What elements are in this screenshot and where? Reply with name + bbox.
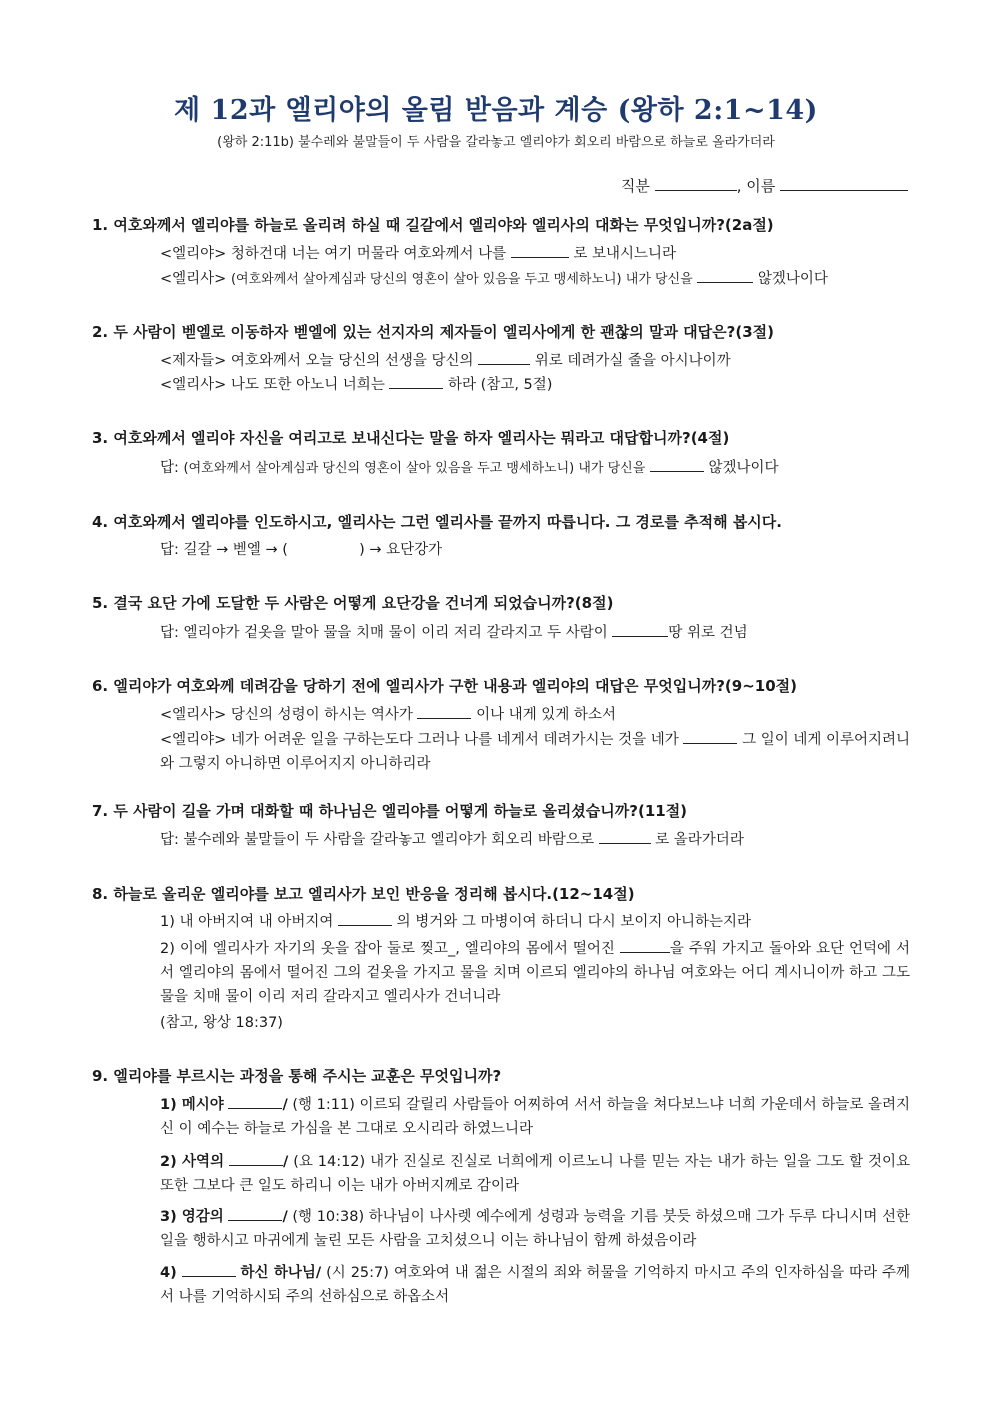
question-8: 8. 하늘로 올리운 엘리야를 보고 엘리사가 보인 반응을 정리해 봅시다.(12~14절) <box>92 885 635 903</box>
question-4: 4. 여호와께서 엘리야를 인도하시고, 엘리사는 그런 엘리사를 끝까지 따릅니다. 그 경로를 추적해 봅시다. <box>92 513 782 531</box>
answer-blank[interactable] <box>511 243 569 258</box>
answer-text: 로 올라가더라 <box>655 832 744 848</box>
lesson-label: 3) 영감의 <box>160 1209 224 1225</box>
role-label: 직분 <box>620 177 650 195</box>
answer-paragraph <box>160 937 910 1009</box>
name-blank[interactable] <box>780 176 908 191</box>
answer-text: <엘리야> 청하건대 너는 여기 머물라 여호와께서 나를 <box>160 246 507 262</box>
answer-text: 그 일이 네게 이루어지려니와 그렇지 아니하면 이루어지지 아니하리라 <box>160 732 911 772</box>
answer-blank[interactable] <box>620 938 670 953</box>
answer-text: ) → 요단강가 <box>359 542 443 558</box>
answer-blank[interactable] <box>697 268 753 283</box>
answer-line <box>160 242 910 266</box>
lesson-item <box>160 1093 910 1141</box>
answer-text: 1) 내 아버지여 내 아버지여 <box>160 914 334 930</box>
answer-blank[interactable] <box>612 622 668 637</box>
answer-line <box>160 621 910 645</box>
lesson-label: 1) 메시야 <box>160 1097 224 1113</box>
lesson-text: (시 25:7) 여호와여 내 젊은 시절의 죄와 허물을 기억하지 마시고 주의 인자하심을 따라 주께서 나를 기억하시되 주의 선하심으로 하옵소서 <box>160 1265 911 1305</box>
question-6: 6. 엘리야가 여호와께 데려감을 당하기 전에 엘리사가 구한 내용과 엘리야의 대답은 무엇입니까?(9~10절) <box>92 677 797 695</box>
answer-blank[interactable] <box>229 1151 283 1166</box>
question-3: 3. 여호와께서 엘리야 자신을 여리고로 보내신다는 말을 하자 엘리사는 뭐라고 대답합니까?(4절) <box>92 429 730 447</box>
lesson-item <box>160 1261 910 1309</box>
answer-blank[interactable] <box>478 350 530 365</box>
answer-text: (여호와께서 살아계심과 당신의 영혼이 살아 있음을 두고 맹세하노니) 내가 당신을 <box>183 461 646 476</box>
answer-line <box>160 703 910 727</box>
answer-line <box>160 373 910 397</box>
answer-text: 답: 엘리야가 겉옷을 말아 물을 치매 물이 이리 저리 갈라지고 두 사람이 <box>160 625 608 641</box>
lesson-text: (행 1:11) 이르되 갈릴리 사람들아 어찌하여 서서 하늘을 쳐다보느냐 너희 가운데서 하늘로 올려지신 이 예수는 하늘로 가심을 본 그대로 오시리라 하였느니라 <box>160 1097 910 1137</box>
answer-text: 이나 내게 있게 하소서 <box>476 707 616 723</box>
answer-line <box>160 828 910 852</box>
answer-text: (여호와께서 살아계심과 당신의 영혼이 살아 있음을 두고 맹세하노니) 내가 당신을 <box>230 272 693 287</box>
answer-text: 하라 (참고, 5절) <box>448 377 553 393</box>
lesson-label: 하신 하나님/ <box>240 1265 322 1281</box>
answer-text: <엘리사> 당신의 성령이 하시는 역사가 <box>160 707 413 723</box>
answer-text: 위로 데려가실 줄을 아시나이까 <box>534 353 731 369</box>
answer-text: 의 병거와 그 마병이여 하더니 다시 보이지 아니하는지라 <box>396 914 752 930</box>
answer-text: 을 주워 가지고 돌아와 요단 언덕에 서서 엘리야의 몸에서 떨어진 그의 겉옷을 가지고 물을 치며 이르되 엘리야의 하나님 여호와는 어디 계시니이까 하고 그도 물을 치매 물이 이리 저리 갈라지고 엘리사가 건너니라 <box>160 941 910 1005</box>
answer-blank[interactable] <box>228 1094 282 1109</box>
question-2: 2. 두 사람이 벧엘로 이동하자 벧엘에 있는 선지자의 제자들이 엘리사에게 한 괜찮의 말과 대답은?(3절) <box>92 323 774 341</box>
answer-text: <엘리사> <box>160 271 227 287</box>
answer-blank[interactable] <box>417 704 471 719</box>
answer-text: <엘리사> 나도 또한 아노니 너희는 <box>160 377 385 393</box>
answer-text: 땅 위로 건넘 <box>668 625 748 641</box>
question-1: 1. 여호와께서 엘리야를 하늘로 올리려 하실 때 길갈에서 엘리야와 엘리사의 대화는 무엇입니까?(2a절) <box>92 216 774 234</box>
answer-blank[interactable] <box>389 374 443 389</box>
answer-text: 않겠나이다 <box>708 460 779 476</box>
role-blank[interactable] <box>655 176 737 191</box>
lesson-item <box>160 1150 910 1198</box>
answer-blank[interactable] <box>683 729 737 744</box>
page-subtitle: (왕하 2:11b) 불수레와 불말들이 두 사람을 갈라놓고 엘리야가 회오리 바람으로 하늘로 올라가더라 <box>217 135 775 150</box>
page-title: 제 12과 엘리야의 올림 받음과 계승 (왕하 2:1~14) <box>174 95 818 126</box>
answer-line <box>160 728 910 776</box>
answer-blank[interactable] <box>338 911 392 926</box>
answer-text: 2) 이에 엘리사가 자기의 옷을 잡아 둘로 찢고_, 엘리야의 몸에서 떨어진 <box>160 941 615 957</box>
lesson-label: / <box>282 1154 289 1170</box>
lesson-text: (행 10:38) 하나님이 나사렛 예수에게 성령과 능력을 기름 붓듯 하셨으매 그가 두루 다니시며 선한 일을 행하시고 마귀에게 눌린 모든 사람을 고치셨으니 이는 하나님이 함께 하셨음이라 <box>160 1209 910 1249</box>
lesson-item <box>160 1205 910 1253</box>
name-bar <box>621 175 908 196</box>
question-5: 5. 결국 요단 가에 도달한 두 사람은 어떻게 요단강을 건너게 되었습니까?(8절) <box>92 594 614 612</box>
answer-text: 답: <box>160 460 179 476</box>
answer-line <box>160 267 910 292</box>
name-label: , 이름 <box>736 177 776 195</box>
answer-blank[interactable] <box>650 457 704 472</box>
answer-reference: (참고, 왕상 18:37) <box>160 1015 283 1031</box>
lesson-label: / <box>282 1097 288 1113</box>
answer-text: 않겠나이다 <box>757 271 828 287</box>
answer-text: <제자들> 여호와께서 오늘 당신의 선생을 당신의 <box>160 353 474 369</box>
question-9: 9. 엘리야를 부르시는 과정을 통해 주시는 교훈은 무엇입니까? <box>92 1067 502 1085</box>
answer-line <box>160 349 910 373</box>
answer-blank[interactable] <box>599 829 651 844</box>
lesson-label: 4) <box>160 1265 177 1281</box>
answer-line <box>160 910 910 934</box>
answer-blank[interactable] <box>228 1206 282 1221</box>
answer-blank[interactable] <box>182 1262 236 1277</box>
question-7: 7. 두 사람이 길을 가며 대화할 때 하나님은 엘리야를 어떻게 하늘로 올리셨습니까?(11절) <box>92 802 688 820</box>
lesson-label: / <box>282 1209 288 1225</box>
answer-text: 로 보내시느니라 <box>573 246 676 262</box>
lesson-label: 2) 사역의 <box>160 1154 225 1170</box>
answer-text: 답: 길갈 → 벧엘 → ( <box>160 542 288 558</box>
answer-line <box>160 538 910 562</box>
answer-text: <엘리야> 네가 어려운 일을 구하는도다 그러나 나를 네게서 데려가시는 것을 네가 <box>160 732 679 748</box>
answer-line <box>160 456 910 481</box>
lesson-text: (요 14:12) 내가 진실로 진실로 너희에게 이르노니 나를 믿는 자는 내가 하는 일을 그도 할 것이요 또한 그보다 큰 일도 하리니 이는 내가 아버지께로 감이라 <box>160 1154 911 1194</box>
answer-text: 답: 불수레와 불말들이 두 사람을 갈라놓고 엘리야가 회오리 바람으로 <box>160 832 594 848</box>
